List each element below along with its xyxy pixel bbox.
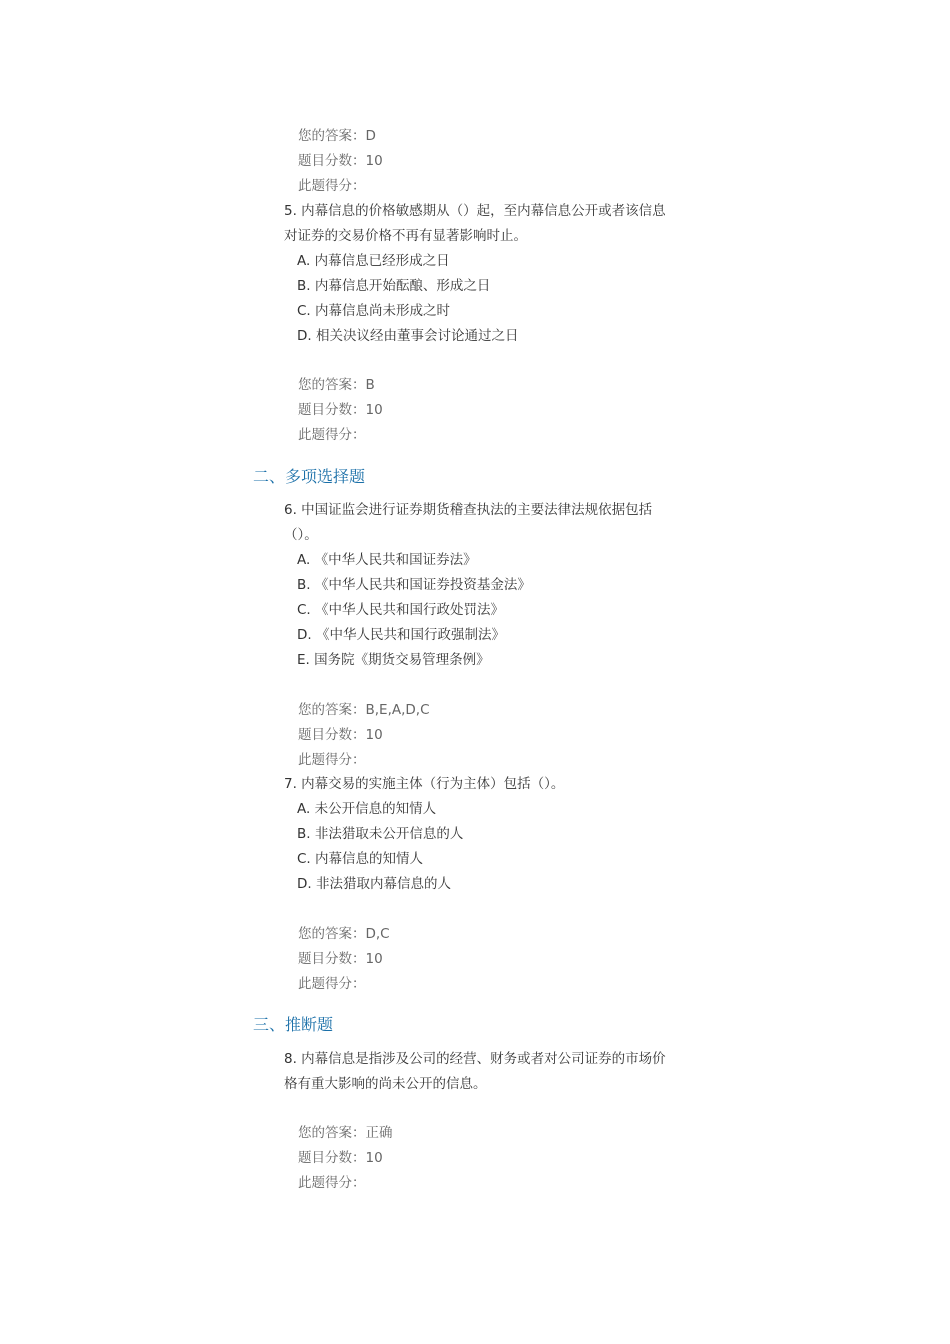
points-label: 题目分数：: [298, 727, 366, 743]
score-label: 此题得分：: [298, 1175, 366, 1191]
q5-text-line1: 5. 内幕信息的价格敏感期从（）起，至内幕信息公开或者该信息: [284, 203, 666, 219]
q8-score: [298, 1173, 366, 1193]
q8-text-line1: 8. 内幕信息是指涉及公司的经营、财务或者对公司证券的市场价: [284, 1051, 666, 1067]
section-title-true-false: 三、推断题: [253, 1015, 334, 1034]
section-title-multiple-choice: 二、多项选择题: [253, 467, 366, 486]
q7-option-b: B. 非法猎取未公开信息的人: [297, 826, 464, 842]
q8-answer-value: 正确: [365, 1125, 393, 1141]
q7-answer-value: D,C: [365, 926, 390, 942]
q4-points: [298, 151, 383, 171]
q6-option-d: D. 《中华人民共和国行政强制法》: [297, 627, 505, 643]
q7-score: [298, 974, 366, 994]
score-label: 此题得分：: [298, 752, 366, 768]
q6-option-a: A. 《中华人民共和国证券法》: [297, 552, 477, 568]
q5-score: [298, 425, 366, 445]
q5-text-line2: 对证券的交易价格不再有显著影响时止。: [284, 228, 527, 244]
q7-option-d: D. 非法猎取内幕信息的人: [297, 876, 451, 892]
answer-label: 您的答案：: [298, 128, 366, 144]
q7-option-c: C. 内幕信息的知情人: [297, 851, 424, 867]
answer-label: 您的答案：: [298, 377, 366, 393]
q4-answer-value: D: [365, 128, 376, 144]
q5-answer: [298, 375, 375, 395]
q8-text-line2: 格有重大影响的尚未公开的信息。: [284, 1076, 487, 1092]
answer-label: 您的答案：: [298, 1125, 366, 1141]
q7-option-a: A. 未公开信息的知情人: [297, 801, 437, 817]
q6-option-e: E. 国务院《期货交易管理条例》: [297, 652, 490, 668]
answer-label: 您的答案：: [298, 926, 366, 942]
q6-points: [298, 725, 383, 745]
q7-points-value: 10: [365, 951, 383, 967]
q6-points-value: 10: [365, 727, 383, 743]
points-label: 题目分数：: [298, 402, 366, 418]
score-label: 此题得分：: [298, 976, 366, 992]
q4-answer: [298, 126, 376, 146]
score-label: 此题得分：: [298, 178, 366, 194]
q6-option-c: C. 《中华人民共和国行政处罚法》: [297, 602, 505, 618]
points-label: 题目分数：: [298, 153, 366, 169]
q7-answer: [298, 924, 390, 944]
q5-option-a: A. 内幕信息已经形成之日: [297, 253, 450, 269]
q6-answer-value: B,E,A,D,C: [365, 702, 430, 718]
q8-answer: [298, 1123, 393, 1143]
q6-score: [298, 750, 366, 770]
q4-points-value: 10: [365, 153, 383, 169]
points-label: 题目分数：: [298, 1150, 366, 1166]
q5-points-value: 10: [365, 402, 383, 418]
q5-option-d: D. 相关决议经由董事会讨论通过之日: [297, 328, 519, 344]
q4-score: [298, 176, 366, 196]
q8-points-value: 10: [365, 1150, 383, 1166]
q6-answer: [298, 700, 430, 720]
answer-label: 您的答案：: [298, 702, 366, 718]
q5-answer-value: B: [365, 377, 375, 393]
q6-option-b: B. 《中华人民共和国证券投资基金法》: [297, 577, 531, 593]
q6-text-line1: 6. 中国证监会进行证券期货稽查执法的主要法律法规依据包括: [284, 502, 653, 518]
q8-points: [298, 1148, 383, 1168]
q5-points: [298, 400, 383, 420]
q5-option-b: B. 内幕信息开始酝酿、形成之日: [297, 278, 491, 294]
q6-text-line2: （）。: [284, 527, 318, 543]
points-label: 题目分数：: [298, 951, 366, 967]
q7-text-line1: 7. 内幕交易的实施主体（行为主体）包括（）。: [284, 776, 565, 792]
q7-points: [298, 949, 383, 969]
q5-option-c: C. 内幕信息尚未形成之时: [297, 303, 451, 319]
score-label: 此题得分：: [298, 427, 366, 443]
